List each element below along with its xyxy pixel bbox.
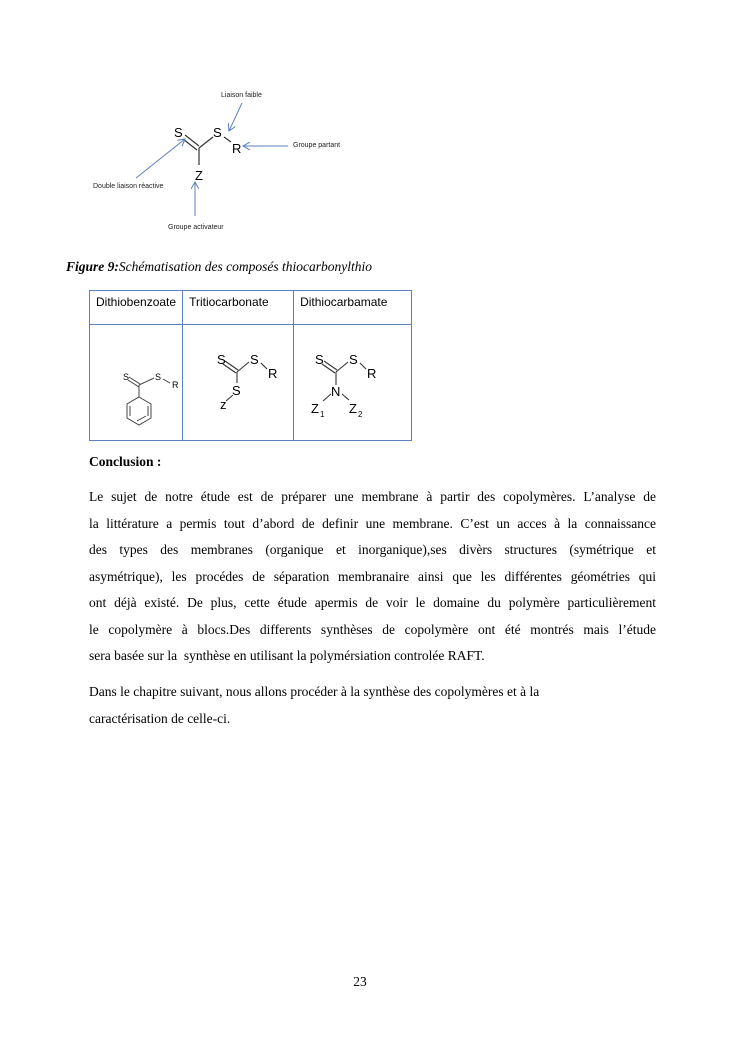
svg-text:N: N xyxy=(331,384,341,399)
thiocarbonylthio-scheme xyxy=(0,0,745,290)
svg-text:S: S xyxy=(217,352,226,367)
label-leaving-group: Groupe partant xyxy=(293,142,341,149)
label-weak-bond: Liaison faible xyxy=(221,92,262,99)
svg-text:S: S xyxy=(123,372,130,382)
page-number: 23 xyxy=(353,974,367,989)
raft-agents-table xyxy=(89,290,412,441)
svg-text:1: 1 xyxy=(320,410,325,419)
header-tritiocarbonate: Tritiocarbonate xyxy=(183,291,294,325)
label-activating-group: Groupe activateur xyxy=(168,224,224,231)
svg-text:2: 2 xyxy=(358,410,363,419)
structure-dithiobenzoate xyxy=(90,325,183,441)
svg-text:R: R xyxy=(367,366,377,381)
svg-text:S: S xyxy=(250,352,259,367)
conclusion-paragraph-1: Le sujet de notre étude est de préparer une membrane à partir des copolymères. L’analyse de la littérature a permis tout d’abord de definir une membrane. C’est un acces à la connaissance des types des membranes (organique et inorganique),ses divèrs structures (symétrique et asymétrique), les procédes de séparation membranaire ainsi que les différentes géométries qui ont déjà existé. De plus, cette étude apermis de voir le domaine du polymère particulièrement le copolymère à blocs.Des differents synthèses de copolymère ont été montrés mais l’étude sera basée sur la synthèse en utilisant la polymérsiation controlée RAFT. xyxy=(89,489,656,663)
structure-dithiocarbamate xyxy=(294,325,412,441)
conclusion-paragraph-2: Dans le chapitre suivant, nous allons procéder à la synthèse des copolymères et à la caractérisation de celle-ci. xyxy=(89,684,540,726)
svg-text:z: z xyxy=(220,397,227,412)
structure-tritiocarbonate xyxy=(183,325,294,441)
figure-caption: Figure 9:Schématisation des composés thiocarbonylthio xyxy=(66,259,372,274)
atom-r: R xyxy=(232,141,242,156)
atom-s: S xyxy=(174,125,183,140)
svg-text:Z: Z xyxy=(349,401,358,416)
atom-z: Z xyxy=(195,168,203,183)
svg-text:Z: Z xyxy=(311,401,320,416)
svg-text:R: R xyxy=(268,366,278,381)
header-dithiobenzoate: Dithiobenzoate xyxy=(90,291,183,325)
svg-text:R: R xyxy=(172,380,179,390)
svg-text:S: S xyxy=(349,352,358,367)
header-dithiocarbamate: Dithiocarbamate xyxy=(294,291,412,325)
svg-text:S: S xyxy=(155,372,162,382)
atom-s: S xyxy=(213,125,222,140)
svg-text:S: S xyxy=(315,352,324,367)
label-reactive-double-bond: Double liaison réactive xyxy=(93,183,164,190)
conclusion-heading: Conclusion : xyxy=(89,454,162,469)
svg-text:S: S xyxy=(232,383,241,398)
